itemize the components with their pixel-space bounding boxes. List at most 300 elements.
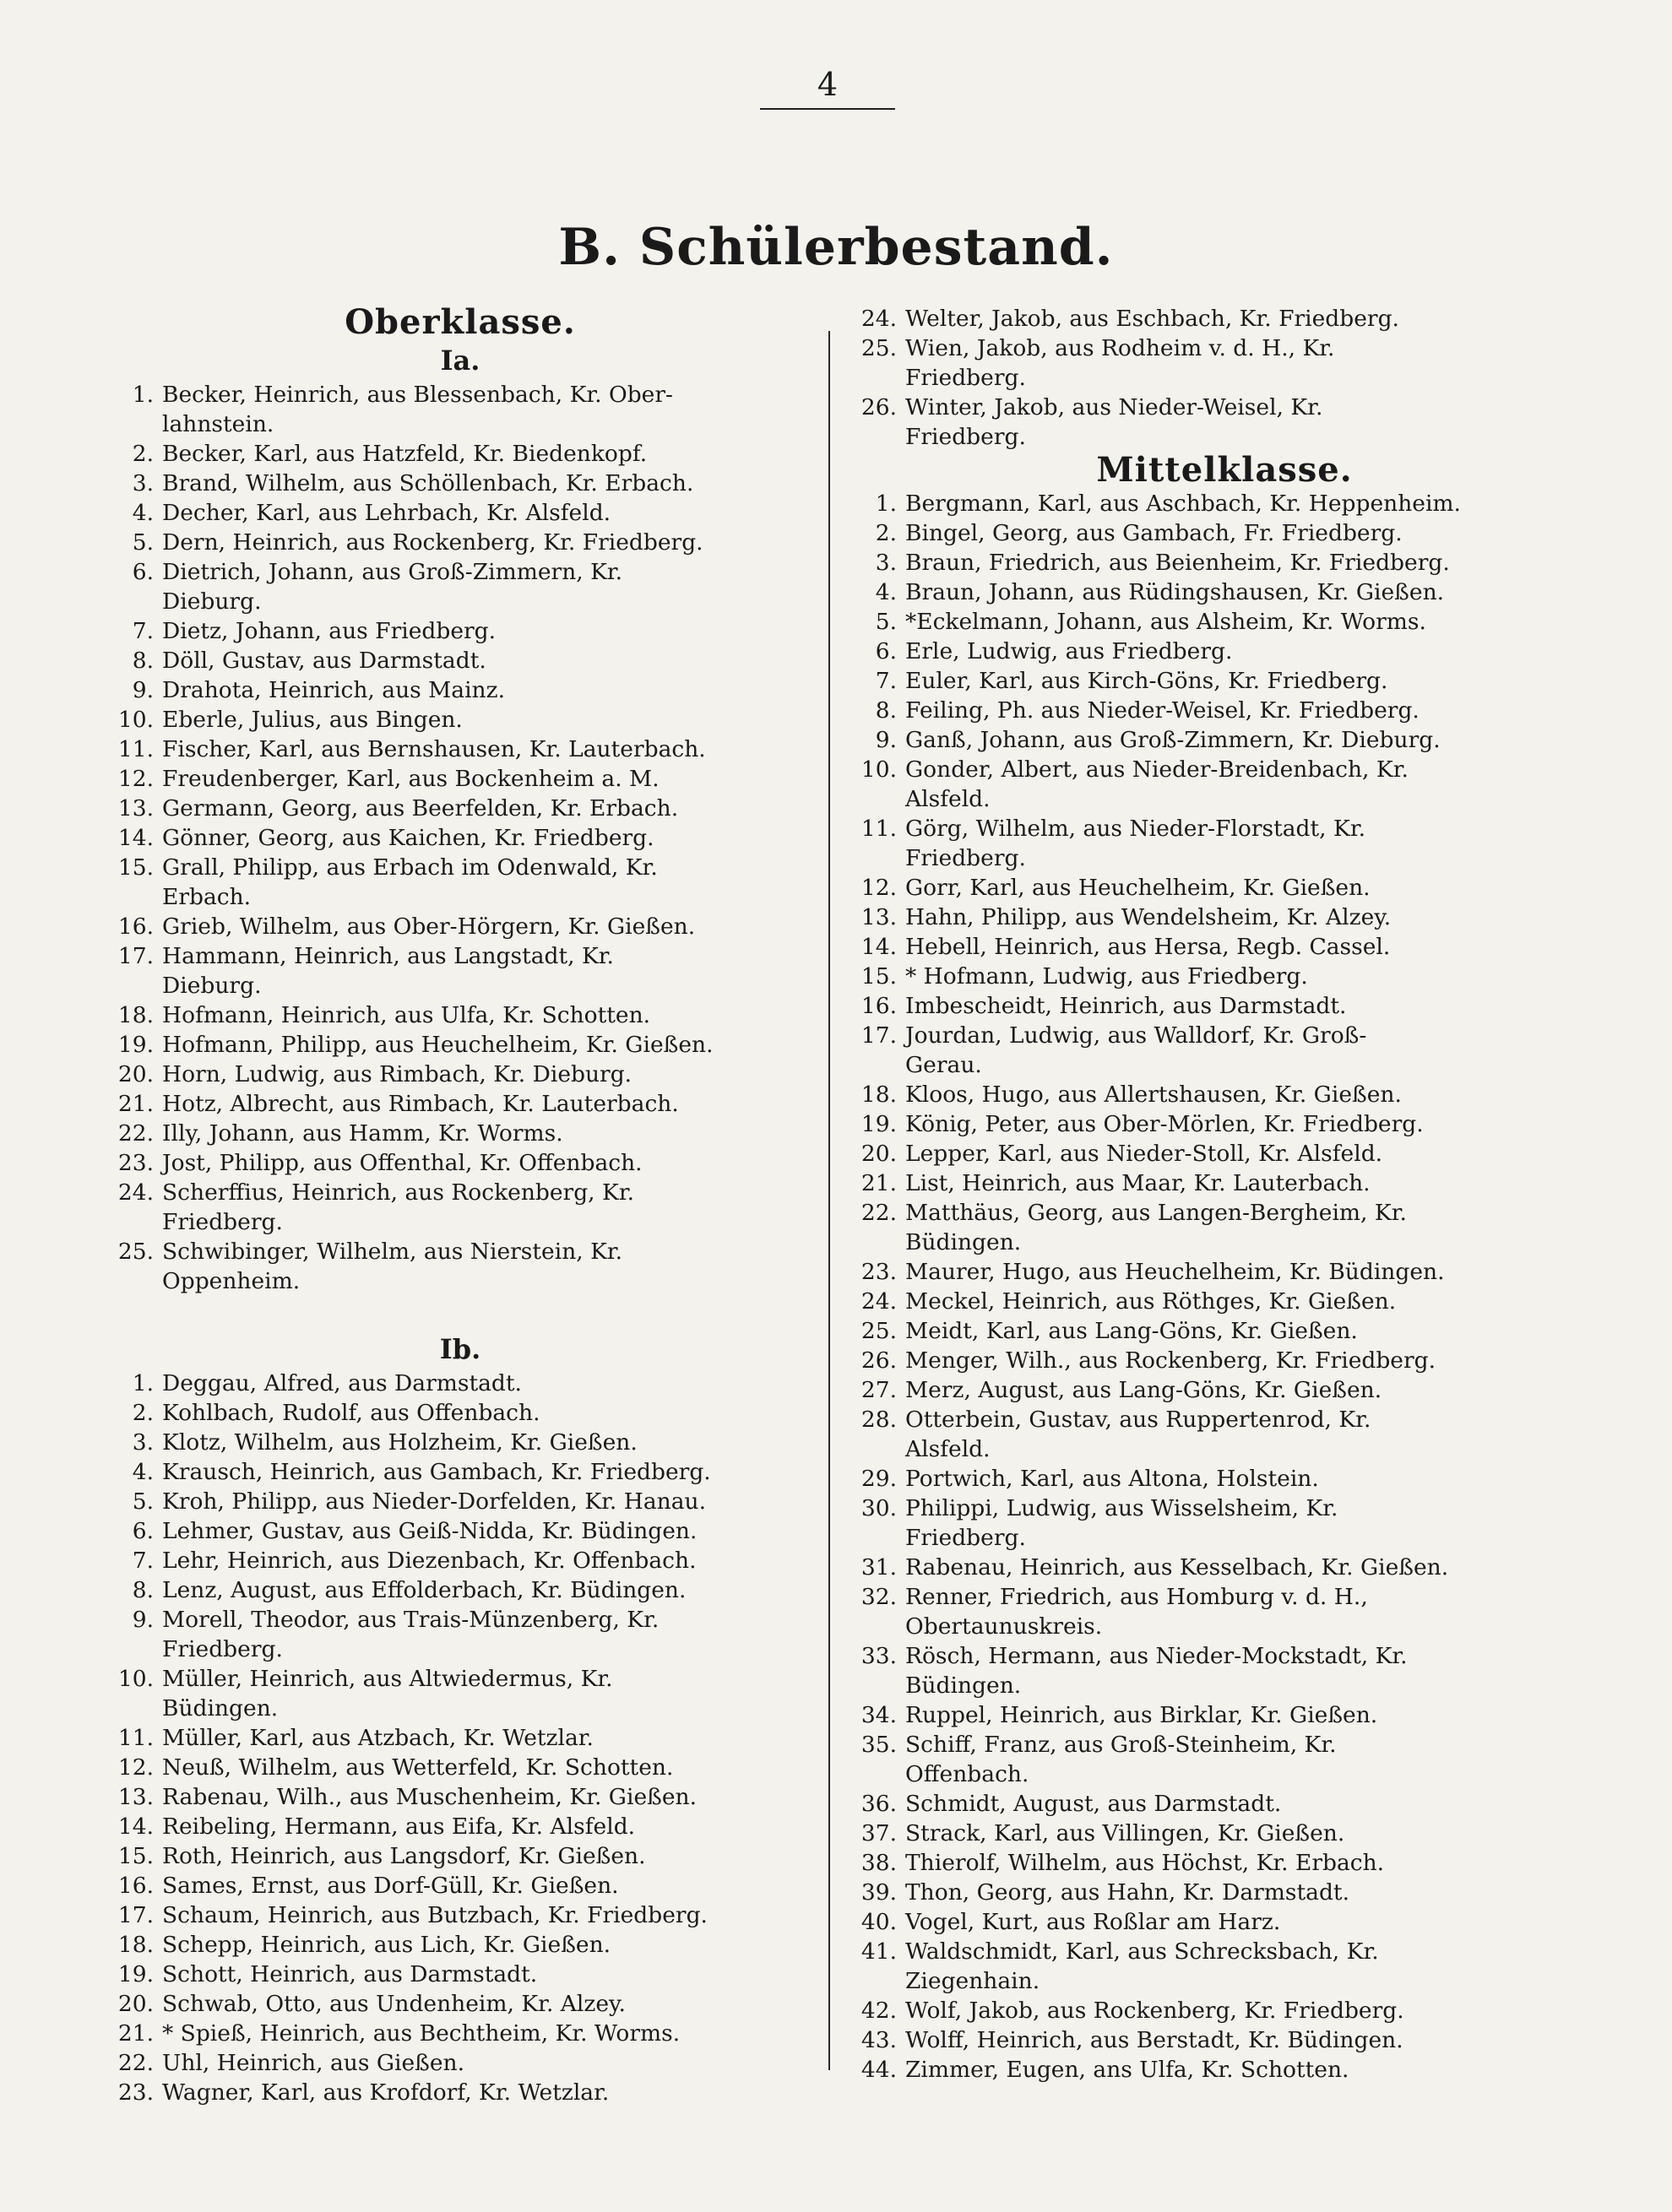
entry-text <box>162 1457 819 1487</box>
entry-number: 7. <box>132 1548 154 1574</box>
entry-number: 2. <box>875 520 897 546</box>
entry-number: 24. <box>117 1179 154 1206</box>
entry-line: Brand, Wilhelm, aus Schöllenbach, Kr. Erbach. <box>162 470 694 496</box>
list-item <box>844 1878 1604 1907</box>
list-item <box>844 1139 1604 1168</box>
list-item <box>844 1464 1604 1494</box>
entry-number: 11. <box>117 1725 154 1751</box>
entry-text <box>162 823 819 853</box>
entry-text <box>162 794 819 823</box>
entry-number: 6. <box>132 1518 154 1544</box>
entry-text <box>162 380 819 439</box>
list-item <box>101 1575 819 1605</box>
ia-heading: Ia. <box>440 344 480 377</box>
entry-text <box>905 814 1604 873</box>
list-item <box>844 1405 1604 1464</box>
entry-text <box>905 1789 1604 1819</box>
entry-number: 8. <box>132 1577 154 1603</box>
list-item <box>101 1605 819 1664</box>
list-item <box>101 2048 819 2078</box>
entry-line: König, Peter, aus Ober-Mörlen, Kr. Friedberg. <box>905 1111 1424 1137</box>
entry-number: 25. <box>117 1239 154 1265</box>
entry-text <box>162 2019 819 2048</box>
list-item <box>101 735 819 764</box>
entry-text <box>905 1464 1604 1494</box>
list-item <box>101 557 819 616</box>
entry-text <box>905 1109 1604 1139</box>
entry-line: Friedberg. <box>162 1636 283 1662</box>
list-item <box>844 755 1604 814</box>
list-item <box>844 1937 1604 1996</box>
list-item <box>101 1237 819 1296</box>
list-item <box>844 932 1604 962</box>
entry-line: Schwab, Otto, aus Undenheim, Kr. Alzey. <box>162 1991 626 2017</box>
entry-line: Hofmann, Philipp, aus Heuchelheim, Kr. Gießen. <box>162 1032 714 1058</box>
entry-line: Grieb, Wilhelm, aus Ober-Hörgern, Kr. Gießen. <box>162 914 696 940</box>
list-item <box>101 1089 819 1119</box>
mittelklasse-heading: Mittelklasse. <box>1096 450 1353 490</box>
list-item <box>101 1148 819 1178</box>
list-item <box>844 1287 1604 1316</box>
list-item <box>101 1369 819 1398</box>
entry-line: Dieburg. <box>162 588 262 615</box>
entry-text <box>905 1819 1604 1848</box>
entry-line: Ziegenhain. <box>905 1968 1040 1994</box>
entry-number: 32. <box>860 1584 897 1610</box>
entry-text <box>162 1900 819 1930</box>
entry-number: 2. <box>132 441 154 467</box>
list-item <box>101 823 819 853</box>
entry-text <box>162 1930 819 1960</box>
entry-line: Alsfeld. <box>905 1436 991 1462</box>
entry-number: 35. <box>860 1732 897 1758</box>
entry-line: Wagner, Karl, aus Krofdorf, Kr. Wetzlar. <box>162 2079 610 2106</box>
list-item <box>844 1907 1604 1937</box>
entry-text <box>162 1753 819 1782</box>
entry-line: Bergmann, Karl, aus Aschbach, Kr. Heppenheim. <box>905 491 1461 517</box>
entry-text <box>905 725 1604 755</box>
entry-line: Renner, Friedrich, aus Homburg v. d. H., <box>905 1584 1368 1610</box>
entry-number: 21. <box>117 1091 154 1117</box>
entry-line: Rabenau, Wilh., aus Muschenheim, Kr. Gießen. <box>162 1784 697 1810</box>
entry-text <box>905 1907 1604 1937</box>
entry-text <box>162 1871 819 1900</box>
entry-number: 1. <box>132 382 154 408</box>
list-item <box>101 2019 819 2048</box>
entry-number: 23. <box>117 2079 154 2106</box>
entry-line: Büdingen. <box>905 1673 1022 1699</box>
list-item <box>101 439 819 469</box>
entry-line: Strack, Karl, aus Villingen, Kr. Gießen. <box>905 1820 1345 1846</box>
entry-line: Gönner, Georg, aus Kaichen, Kr. Friedberg. <box>162 825 654 851</box>
entry-text <box>905 1168 1604 1198</box>
entry-line: Waldschmidt, Karl, aus Schrecksbach, Kr. <box>905 1938 1379 1965</box>
entry-number: 6. <box>132 559 154 585</box>
entry-line: Lehmer, Gustav, aus Geiß-Nidda, Kr. Büdingen. <box>162 1518 698 1544</box>
entry-line: Wien, Jakob, aus Rodheim v. d. H., Kr. <box>905 335 1335 361</box>
entry-text <box>162 557 819 616</box>
entry-line: Matthäus, Georg, aus Langen-Bergheim, Kr. <box>905 1200 1407 1226</box>
entry-number: 1. <box>132 1370 154 1396</box>
list-item <box>844 991 1604 1021</box>
entry-line: Lepper, Karl, aus Nieder-Stoll, Kr. Alsfeld. <box>905 1141 1383 1167</box>
entry-text <box>905 1405 1604 1464</box>
entry-line: Dieburg. <box>162 973 262 999</box>
entry-line: Schiff, Franz, aus Groß-Steinheim, Kr. <box>905 1732 1337 1758</box>
entry-line: Hammann, Heinrich, aus Langstadt, Kr. <box>162 943 614 969</box>
list-item <box>101 1428 819 1457</box>
column-divider <box>828 331 830 2070</box>
entry-text <box>905 991 1604 1021</box>
list-item <box>101 1000 819 1030</box>
ia-list <box>101 380 819 1296</box>
entry-number: 33. <box>860 1643 897 1669</box>
entry-line: Friedberg. <box>905 424 1026 450</box>
list-item <box>844 577 1604 607</box>
entry-line: Schaum, Heinrich, aus Butzbach, Kr. Friedberg. <box>162 1902 708 1928</box>
entry-line: Grall, Philipp, aus Erbach im Odenwald, Kr. <box>162 854 658 881</box>
entry-number: 16. <box>117 1873 154 1899</box>
entry-text <box>162 646 819 675</box>
entry-number: 25. <box>860 1318 897 1344</box>
list-item <box>844 696 1604 725</box>
entry-line: Döll, Gustav, aus Darmstadt. <box>162 648 486 674</box>
entry-line: Schwibinger, Wilhelm, aus Nierstein, Kr. <box>162 1239 623 1265</box>
entry-number: 27. <box>860 1377 897 1403</box>
list-item <box>101 469 819 498</box>
entry-text <box>905 755 1604 814</box>
list-item <box>101 794 819 823</box>
entry-number: 9. <box>875 727 897 753</box>
entry-text <box>162 1089 819 1119</box>
entry-line: Krausch, Heinrich, aus Gambach, Kr. Friedberg. <box>162 1459 711 1485</box>
entry-line: Jost, Philipp, aus Offenthal, Kr. Offenbach. <box>162 1150 643 1176</box>
entry-number: 4. <box>875 579 897 605</box>
entry-number: 28. <box>860 1407 897 1433</box>
list-item <box>844 1819 1604 1848</box>
entry-number: 36. <box>860 1791 897 1817</box>
entry-line: Erle, Ludwig, aus Friedberg. <box>905 638 1233 664</box>
entry-number: 40. <box>860 1909 897 1935</box>
list-item <box>844 1375 1604 1405</box>
entry-text <box>905 333 1604 393</box>
entry-number: 3. <box>132 470 154 496</box>
list-item <box>101 1871 819 1900</box>
entry-line: Sames, Ernst, aus Dorf-Güll, Kr. Gießen. <box>162 1873 619 1899</box>
entry-number: 9. <box>132 1607 154 1633</box>
entry-number: 17. <box>117 1902 154 1928</box>
entry-line: Rösch, Hermann, aus Nieder-Mockstadt, Kr. <box>905 1643 1408 1669</box>
entry-line: Neuß, Wilhelm, aus Wetterfeld, Kr. Schotten. <box>162 1754 674 1781</box>
entry-text <box>905 1641 1604 1700</box>
list-item <box>844 814 1604 873</box>
entry-line: Meidt, Karl, aus Lang-Göns, Kr. Gießen. <box>905 1318 1358 1344</box>
entry-number: 19. <box>860 1111 897 1137</box>
list-item <box>844 304 1604 333</box>
entry-line: Rabenau, Heinrich, aus Kesselbach, Kr. Gießen. <box>905 1554 1449 1580</box>
entry-number: 15. <box>117 1843 154 1869</box>
entry-text <box>905 1346 1604 1375</box>
oberklasse-continued-list <box>844 304 1604 452</box>
list-item <box>101 1664 819 1723</box>
list-item <box>101 1782 819 1812</box>
entry-text <box>162 1605 819 1664</box>
entry-text <box>162 469 819 498</box>
entry-line: Deggau, Alfred, aus Darmstadt. <box>162 1370 522 1396</box>
entry-line: Obertaunuskreis. <box>905 1613 1103 1640</box>
entry-text <box>162 1516 819 1546</box>
entry-number: 43. <box>860 2027 897 2053</box>
entry-number: 7. <box>875 668 897 694</box>
entry-text <box>162 498 819 528</box>
entry-number: 14. <box>860 934 897 960</box>
entry-number: 8. <box>875 697 897 724</box>
entry-text <box>905 903 1604 932</box>
list-item <box>101 1457 819 1487</box>
entry-number: 14. <box>117 1814 154 1840</box>
list-item <box>101 1753 819 1782</box>
list-item <box>844 1346 1604 1375</box>
entry-text <box>162 912 819 941</box>
entry-number: 23. <box>860 1259 897 1285</box>
entry-line: Schmidt, August, aus Darmstadt. <box>905 1791 1282 1817</box>
entry-line: Becker, Karl, aus Hatzfeld, Kr. Biedenkopf. <box>162 441 648 467</box>
entry-text <box>162 705 819 735</box>
entry-text <box>162 1487 819 1516</box>
ib-list <box>101 1369 819 2107</box>
list-item <box>101 1119 819 1148</box>
entry-number: 2. <box>132 1400 154 1426</box>
entry-number: 12. <box>117 766 154 792</box>
entry-line: Vogel, Kurt, aus Roßlar am Harz. <box>905 1909 1281 1935</box>
entry-number: 21. <box>860 1170 897 1196</box>
entry-text <box>905 1316 1604 1346</box>
entry-number: 9. <box>132 677 154 703</box>
entry-text <box>905 1139 1604 1168</box>
entry-text <box>905 1553 1604 1582</box>
entry-text <box>162 1060 819 1089</box>
entry-number: 8. <box>132 648 154 674</box>
entry-line: Dern, Heinrich, aus Rockenberg, Kr. Friedberg. <box>162 529 703 556</box>
entry-number: 13. <box>117 1784 154 1810</box>
list-item <box>101 1487 819 1516</box>
list-item <box>844 1109 1604 1139</box>
entry-line: Büdingen. <box>162 1695 279 1721</box>
list-item <box>844 1996 1604 2025</box>
entry-number: 11. <box>860 816 897 842</box>
entry-text <box>162 1782 819 1812</box>
entry-text <box>905 696 1604 725</box>
entry-number: 41. <box>860 1938 897 1965</box>
entry-line: Becker, Heinrich, aus Blessenbach, Kr. Ober- <box>162 382 673 408</box>
entry-number: 16. <box>860 993 897 1019</box>
entry-number: 26. <box>860 1347 897 1374</box>
entry-text <box>905 393 1604 452</box>
entry-line: Welter, Jakob, aus Eschbach, Kr. Friedberg. <box>905 306 1399 332</box>
entry-text <box>162 528 819 557</box>
entry-text <box>162 616 819 646</box>
entry-line: Hahn, Philipp, aus Wendelsheim, Kr. Alzey. <box>905 904 1392 930</box>
entry-line: Germann, Georg, aus Beerfelden, Kr. Erbach. <box>162 795 679 821</box>
entry-line: Gerau. <box>905 1052 982 1078</box>
entry-text <box>905 1848 1604 1878</box>
list-item <box>101 1178 819 1237</box>
entry-number: 3. <box>875 550 897 576</box>
entry-line: Gonder, Albert, aus Nieder-Breidenbach, Kr. <box>905 756 1409 783</box>
entry-text <box>905 548 1604 577</box>
entry-line: Oppenheim. <box>162 1268 301 1294</box>
entry-line: lahnstein. <box>162 411 274 437</box>
entry-number: 37. <box>860 1820 897 1846</box>
entry-line: Hofmann, Heinrich, aus Ulfa, Kr. Schotten. <box>162 1002 651 1028</box>
entry-number: 18. <box>860 1082 897 1108</box>
entry-text <box>905 2025 1604 2055</box>
entry-number: 13. <box>117 795 154 821</box>
entry-text <box>162 1428 819 1457</box>
entry-number: 10. <box>117 707 154 733</box>
list-item <box>844 1848 1604 1878</box>
entry-text <box>162 675 819 705</box>
list-item <box>101 853 819 912</box>
entry-text <box>162 1546 819 1575</box>
list-item <box>101 1900 819 1930</box>
entry-line: Philippi, Ludwig, aus Wisselsheim, Kr. <box>905 1495 1338 1521</box>
entry-number: 22. <box>117 1120 154 1147</box>
entry-line: * Spieß, Heinrich, aus Bechtheim, Kr. Worms. <box>162 2020 681 2047</box>
list-item <box>844 607 1604 637</box>
entry-text <box>162 1178 819 1237</box>
entry-number: 17. <box>860 1022 897 1049</box>
entry-text <box>162 1148 819 1178</box>
list-item <box>844 518 1604 548</box>
entry-number: 25. <box>860 335 897 361</box>
list-item <box>101 1060 819 1089</box>
left-column <box>101 304 819 2107</box>
page-title: B. Schülerbestand. <box>558 218 1114 277</box>
list-item <box>844 2025 1604 2055</box>
entry-text <box>162 1664 819 1723</box>
list-item <box>101 1960 819 1989</box>
entry-number: 21. <box>117 2020 154 2047</box>
entry-text <box>162 1575 819 1605</box>
entry-line: Maurer, Hugo, aus Heuchelheim, Kr. Büdingen. <box>905 1259 1445 1285</box>
entry-line: Fischer, Karl, aus Bernshausen, Kr. Lauterbach. <box>162 736 706 762</box>
list-item <box>844 489 1604 518</box>
entry-line: Ganß, Johann, aus Groß-Zimmern, Kr. Dieburg. <box>905 727 1441 753</box>
entry-text <box>905 607 1604 637</box>
entry-line: Gorr, Karl, aus Heuchelheim, Kr. Gießen. <box>905 875 1371 901</box>
entry-line: Alsfeld. <box>905 786 991 812</box>
entry-text <box>162 439 819 469</box>
list-item <box>844 1730 1604 1789</box>
right-column <box>844 304 1604 2085</box>
entry-text <box>162 735 819 764</box>
entry-number: 3. <box>132 1429 154 1456</box>
list-item <box>844 1700 1604 1730</box>
entry-text <box>162 1723 819 1753</box>
entry-text <box>905 2055 1604 2085</box>
entry-line: List, Heinrich, aus Maar, Kr. Lauterbach. <box>905 1170 1371 1196</box>
entry-line: Kroh, Philipp, aus Nieder-Dorfelden, Kr. Hanau. <box>162 1488 706 1515</box>
entry-number: 11. <box>117 736 154 762</box>
entry-number: 16. <box>117 914 154 940</box>
entry-line: Uhl, Heinrich, aus Gießen. <box>162 2050 465 2076</box>
list-item <box>101 646 819 675</box>
entry-text <box>162 764 819 794</box>
entry-number: 4. <box>132 500 154 526</box>
entry-line: Menger, Wilh., aus Rockenberg, Kr. Friedberg. <box>905 1347 1436 1374</box>
mittelklasse-list <box>844 489 1604 2085</box>
entry-line: Eberle, Julius, aus Bingen. <box>162 707 463 733</box>
entry-text <box>162 1960 819 1989</box>
list-item <box>844 666 1604 696</box>
entry-number: 31. <box>860 1554 897 1580</box>
list-item <box>101 1030 819 1060</box>
entry-line: Illy, Johann, aus Hamm, Kr. Worms. <box>162 1120 563 1147</box>
list-item <box>844 1168 1604 1198</box>
entry-text <box>905 1700 1604 1730</box>
entry-number: 14. <box>117 825 154 851</box>
entry-line: Kloos, Hugo, aus Allertshausen, Kr. Gießen. <box>905 1082 1402 1108</box>
entry-number: 17. <box>117 943 154 969</box>
entry-line: Horn, Ludwig, aus Rimbach, Kr. Dieburg. <box>162 1061 632 1087</box>
entry-line: Feiling, Ph. aus Nieder-Weisel, Kr. Friedberg. <box>905 697 1420 724</box>
entry-text <box>905 489 1604 518</box>
entry-line: Hotz, Albrecht, aus Rimbach, Kr. Lauterbach. <box>162 1091 679 1117</box>
list-item <box>844 1789 1604 1819</box>
entry-text <box>162 1119 819 1148</box>
list-item <box>101 528 819 557</box>
list-item <box>844 903 1604 932</box>
entry-line: Lenz, August, aus Effolderbach, Kr. Büdingen. <box>162 1577 687 1603</box>
list-item <box>844 1641 1604 1700</box>
entry-line: Morell, Theodor, aus Trais-Münzenberg, Kr. <box>162 1607 660 1633</box>
entry-number: 20. <box>860 1141 897 1167</box>
entry-text <box>905 1375 1604 1405</box>
entry-number: 5. <box>132 1488 154 1515</box>
entry-line: Müller, Karl, aus Atzbach, Kr. Wetzlar. <box>162 1725 594 1751</box>
list-item <box>844 1021 1604 1080</box>
list-item <box>101 1398 819 1428</box>
entry-number: 15. <box>117 854 154 881</box>
entry-line: Schepp, Heinrich, aus Lich, Kr. Gießen. <box>162 1932 611 1958</box>
list-item <box>101 2078 819 2107</box>
entry-text <box>162 2048 819 2078</box>
entry-line: Dietrich, Johann, aus Groß-Zimmern, Kr. <box>162 559 623 585</box>
list-item <box>101 498 819 528</box>
entry-number: 29. <box>860 1466 897 1492</box>
list-item <box>101 1723 819 1753</box>
entry-line: Bingel, Georg, aus Gambach, Fr. Friedberg. <box>905 520 1403 546</box>
entry-text <box>905 666 1604 696</box>
entry-text <box>162 1989 819 2019</box>
page-number: 4 <box>817 66 839 103</box>
entry-line: Portwich, Karl, aus Altona, Holstein. <box>905 1466 1319 1492</box>
entry-line: Schott, Heinrich, aus Darmstadt. <box>162 1961 538 1987</box>
list-item <box>844 393 1604 452</box>
entry-line: Hebell, Heinrich, aus Hersa, Regb. Cassel. <box>905 934 1391 960</box>
entry-line: Dietz, Johann, aus Friedberg. <box>162 618 497 644</box>
entry-text <box>162 1812 819 1841</box>
entry-number: 38. <box>860 1850 897 1876</box>
entry-line: Görg, Wilhelm, aus Nieder-Florstadt, Kr. <box>905 816 1365 842</box>
list-item <box>844 2055 1604 2085</box>
list-item <box>844 637 1604 666</box>
entry-line: Braun, Friedrich, aus Beienheim, Kr. Friedberg. <box>905 550 1450 576</box>
list-item <box>844 1316 1604 1346</box>
list-item <box>844 548 1604 577</box>
entry-number: 30. <box>860 1495 897 1521</box>
